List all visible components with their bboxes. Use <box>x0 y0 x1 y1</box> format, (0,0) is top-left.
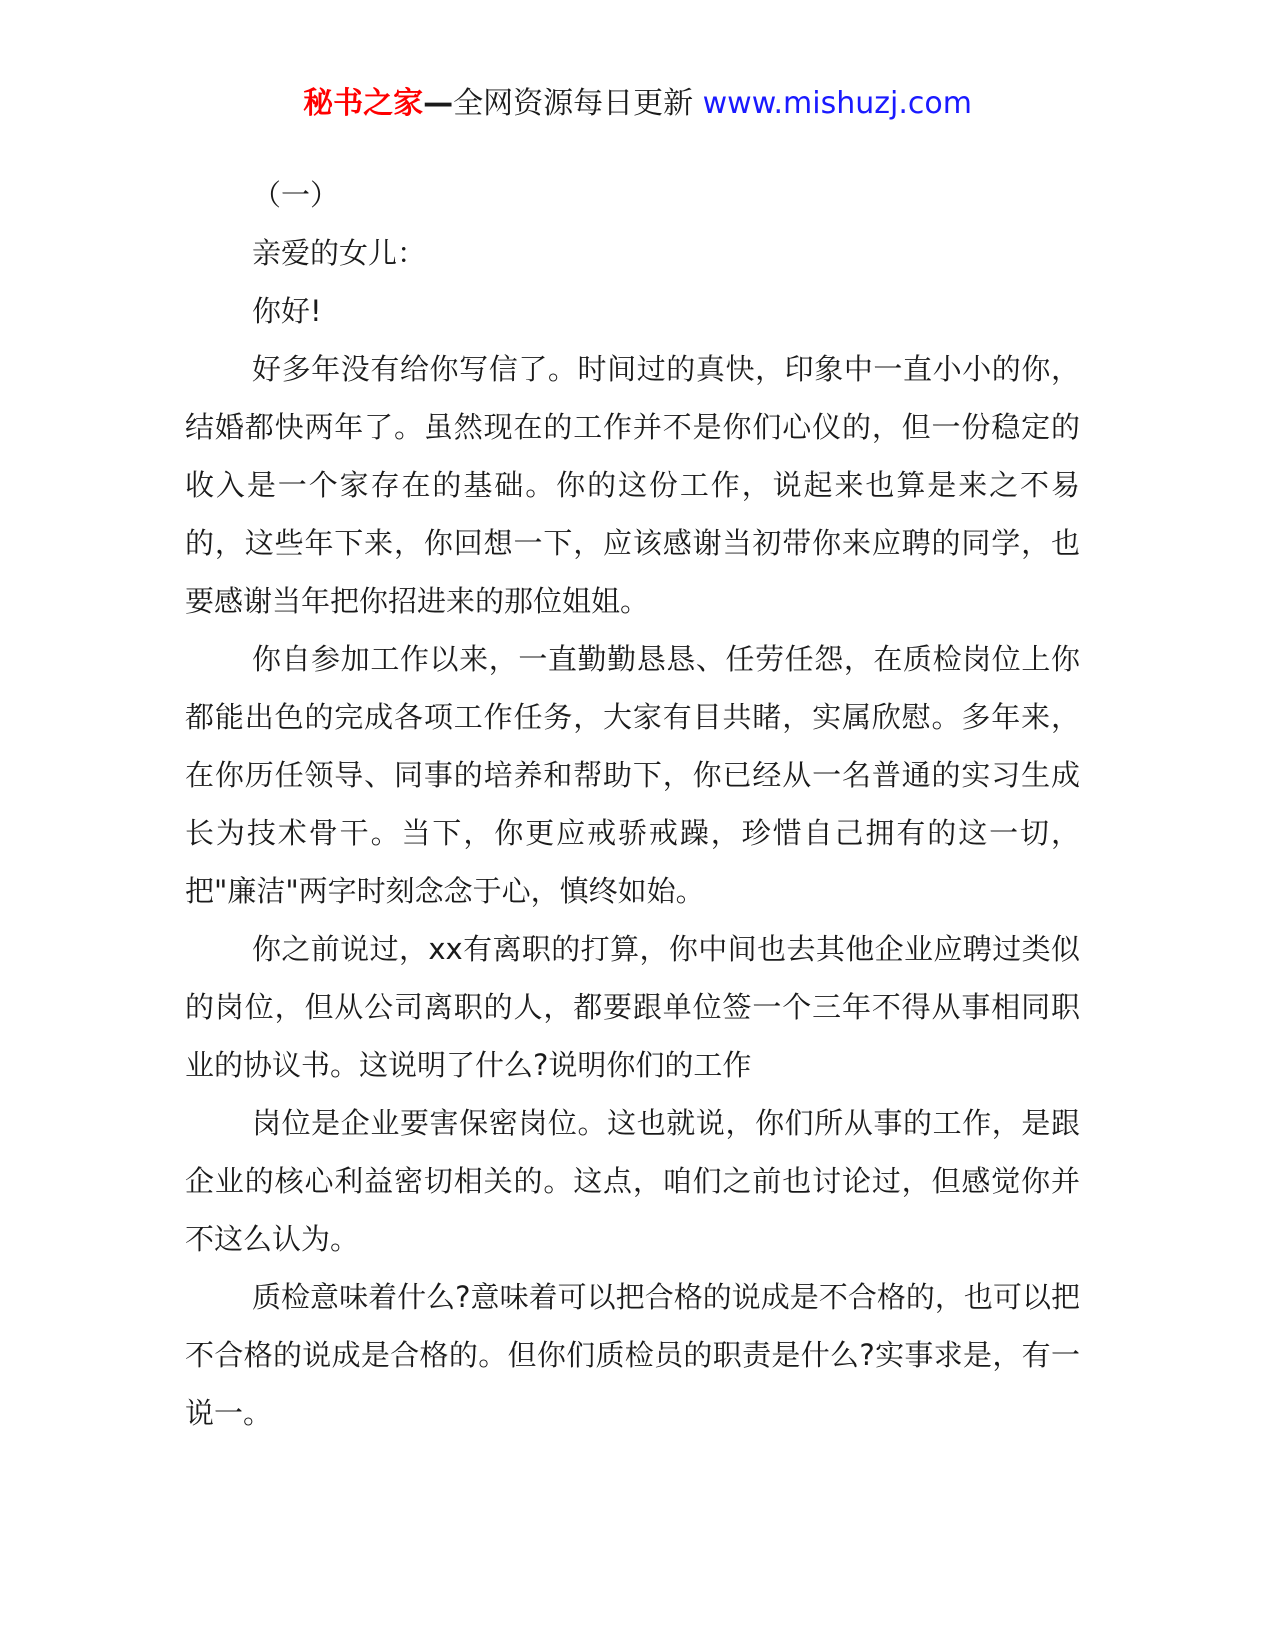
paragraph: 好多年没有给你写信了。时间过的真快，印象中一直小小的你，结婚都快两年了。虽然现在的工作并不是你们心仪的，但一份稳定的收入是一个家存在的基础。你的这份工作，说起来也算是来之不易的，这些年下来，你回想一下，应该感谢当初带你来应聘的同学，也要感谢当年把你招进来的那位姐姐。 <box>185 352 1080 618</box>
brand-name: 秘书之家 <box>303 86 424 121</box>
paragraph: 质检意味着什么?意味着可以把合格的说成是不合格的，也可以把不合格的说成是合格的。但你们质检员的职责是什么?实事求是，有一说一。 <box>185 1280 1080 1430</box>
greeting: 你好! <box>252 294 322 328</box>
section-number: （一） <box>252 178 340 212</box>
site-url-link[interactable]: www.mishuzj.com <box>702 86 972 121</box>
letter-body <box>185 166 1080 1442</box>
header-tagline: 全网资源每日更新 <box>453 86 694 121</box>
paragraph: 你自参加工作以来，一直勤勤恳恳、任劳任怨，在质检岗位上你都能出色的完成各项工作任务，大家有目共睹，实属欣慰。多年来，在你历任领导、同事的培养和帮助下，你已经从一名普通的实习生成长为技术骨干。当下，你更应戒骄戒躁，珍惜自己拥有的这一切，把"廉洁"两字时刻念念于心，慎终如始。 <box>185 642 1080 908</box>
paragraph: 岗位是企业要害保密岗位。这也就说，你们所从事的工作，是跟企业的核心利益密切相关的。这点，咱们之前也讨论过，但感觉你并不这么认为。 <box>185 1106 1080 1256</box>
header-dash: — <box>423 86 454 121</box>
salutation: 亲爱的女儿： <box>252 236 427 270</box>
page-header <box>0 84 1275 124</box>
paragraph: 你之前说过，xx有离职的打算，你中间也去其他企业应聘过类似的岗位，但从公司离职的人，都要跟单位签一个三年不得从事相同职业的协议书。这说明了什么?说明你们的工作 <box>185 932 1080 1082</box>
